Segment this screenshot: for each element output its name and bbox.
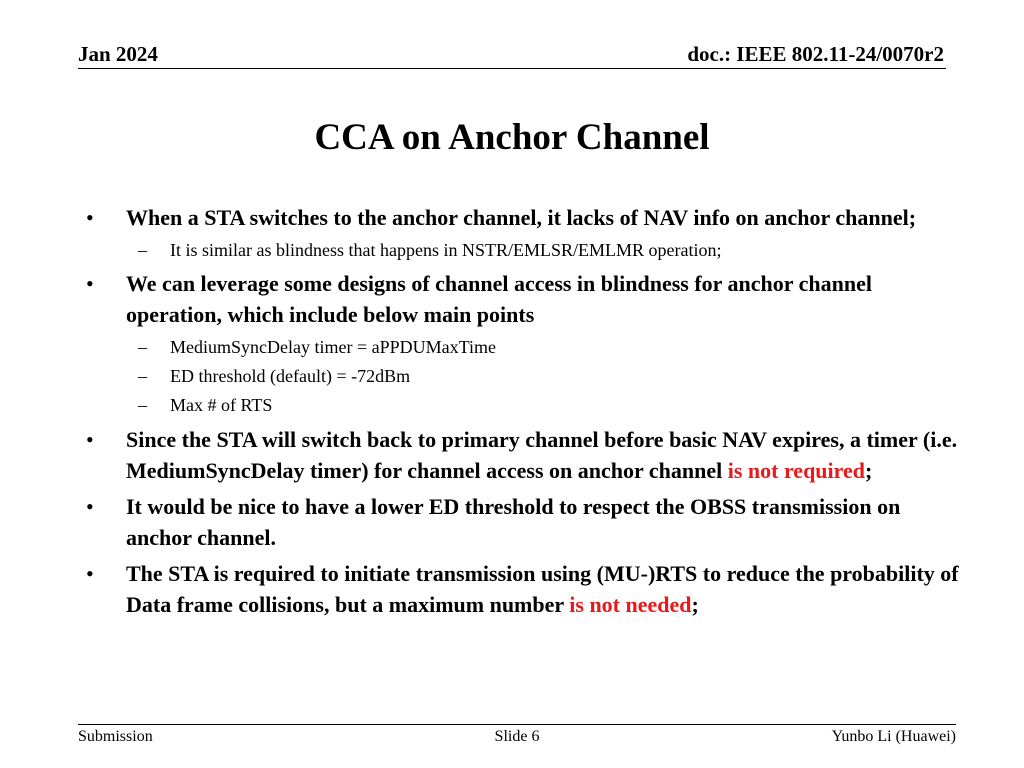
bullet-4-text: It would be nice to have a lower ED threshold to respect the OBSS transmission on anchor channel. [126,494,901,550]
bullet-marker: • [86,205,94,230]
slide-title: CCA on Anchor Channel [314,117,710,158]
bullet-3 [82,424,962,486]
bullet-5-highlight: is not needed [569,592,692,617]
slide-content [82,202,962,620]
bullet-1-text: When a STA switches to the anchor channel, it lacks of NAV info on anchor channel; [126,205,917,230]
bullet-3-text-end: ; [865,458,873,483]
bullet-5 [82,558,962,620]
sub-bullet-marker: – [138,337,147,357]
sub-bullet-marker: – [138,240,147,260]
bullet-marker: • [86,271,94,296]
sub-bullet-1-1 [82,238,962,262]
sub-bullet-2-2-text: ED threshold (default) = -72dBm [170,366,411,386]
bullet-5-text-end: ; [691,592,699,617]
bullet-5-text: The STA is required to initiate transmission using (MU-)RTS to reduce the probability of Data frame collisions, but a maximum number [126,561,959,617]
bullet-2-text: We can leverage some designs of channel access in blindness for anchor channel operation, which include below main points [126,271,872,327]
sub-bullet-1-1-text: It is similar as blindness that happens in NSTR/EMLSR/EMLMR operation; [170,240,722,260]
footer-slide-number: Slide 6 [494,728,540,745]
header-doc-number: doc.: IEEE 802.11-24/0070r2 [687,42,944,66]
bullet-2 [82,268,962,330]
sub-bullet-2-1-text: MediumSyncDelay timer = aPPDUMaxTime [170,337,496,357]
bullet-1 [82,202,962,233]
sub-bullet-marker: – [138,395,147,415]
footer-author: Yunbo Li (Huawei) [831,728,956,745]
sub-bullet-2-3-text: Max # of RTS [170,395,273,415]
sub-bullet-2-2 [82,364,962,388]
footer-divider [78,724,956,725]
header-date: Jan 2024 [78,42,158,66]
bullet-3-highlight: is not required [727,458,866,483]
footer-submission: Submission [78,728,153,745]
bullet-4 [82,491,962,553]
sub-bullet-2-1 [82,335,962,359]
sub-bullet-2-3 [82,393,962,417]
header-divider [78,68,946,69]
bullet-marker: • [86,494,94,519]
bullet-marker: • [86,561,94,586]
bullet-3-text: Since the STA will switch back to primary channel before basic NAV expires, a timer (i.e. MediumSyncDelay timer) for channel access on anchor channel [126,427,958,483]
bullet-marker: • [86,427,94,452]
sub-bullet-marker: – [138,366,147,386]
